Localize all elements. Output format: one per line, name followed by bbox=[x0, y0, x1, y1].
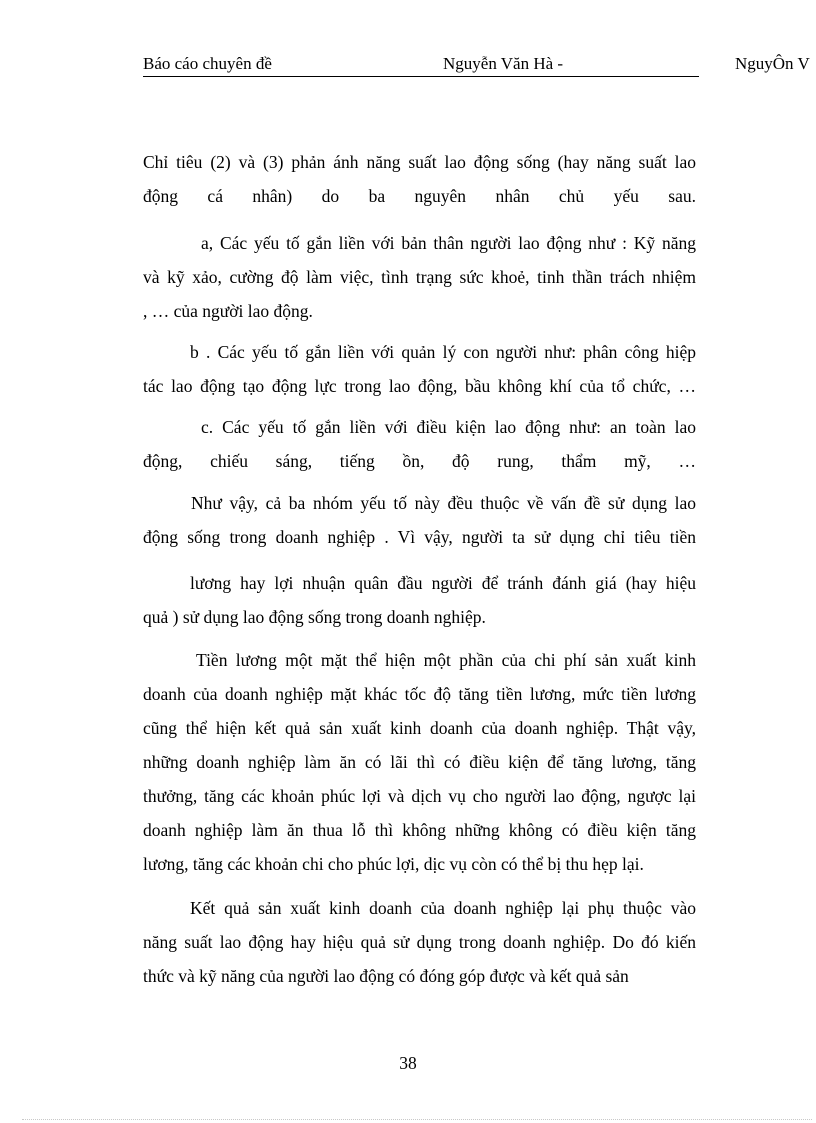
paragraph-line: , … của người lao động. bbox=[143, 301, 313, 321]
paragraph-2 bbox=[143, 226, 696, 328]
paragraph-line: c. Các yếu tố gắn liền với điều kiện lao động như: an toàn lao bbox=[201, 417, 696, 437]
paragraph-line: lương hay lợi nhuận quân đầu người để tránh đánh giá (hay hiệu bbox=[190, 573, 696, 593]
header-author: Nguyễn Văn Hà - bbox=[443, 54, 564, 73]
paragraph-6 bbox=[143, 566, 696, 634]
paragraph-line: b . Các yếu tố gắn liền với quản lý con người như: phân công hiệp bbox=[190, 342, 696, 362]
paragraph-line: doanh nghiệp làm ăn thua lỗ thì không những không có điều kiện tăng bbox=[143, 820, 696, 840]
paragraph-8 bbox=[143, 891, 696, 993]
paragraph-7 bbox=[143, 643, 696, 881]
paragraph-line: động, chiếu sáng, tiếng ồn, độ rung, thẩm mỹ, … bbox=[143, 451, 696, 471]
header-author-cut: NguyÔn V bbox=[735, 54, 810, 73]
paragraph-line: Chỉ tiêu (2) và (3) phản ánh năng suất lao động sống (hay năng suất lao bbox=[143, 152, 696, 172]
paragraph-line: Tiền lương một mặt thể hiện một phần của chi phí sản xuất kinh bbox=[196, 650, 696, 670]
paragraph-line: tác lao động tạo động lực trong lao động, bầu không khí của tổ chức, … bbox=[143, 376, 696, 396]
header-report-title: Báo cáo chuyên đề bbox=[143, 54, 272, 73]
paragraph-line: năng suất lao động hay hiệu quả sử dụng trong doanh nghiệp. Do đó kiến bbox=[143, 932, 696, 952]
paragraph-line: a, Các yếu tố gắn liền với bản thân người lao động như : Kỹ năng bbox=[201, 233, 696, 253]
paragraph-line: Kết quả sản xuất kinh doanh của doanh nghiệp lại phụ thuộc vào bbox=[190, 898, 696, 918]
paragraph-3 bbox=[143, 335, 696, 403]
paragraph-line: quả ) sử dụng lao động sống trong doanh nghiệp. bbox=[143, 607, 486, 627]
paragraph-line: động cá nhân) do ba nguyên nhân chủ yếu sau. bbox=[143, 186, 696, 206]
paragraph-1 bbox=[143, 145, 696, 213]
page-bottom-border bbox=[22, 1119, 812, 1120]
paragraph-5 bbox=[143, 486, 696, 554]
paragraph-line: Như vậy, cả ba nhóm yếu tố này đều thuộc về vấn đề sử dụng lao bbox=[191, 493, 696, 513]
paragraph-line: những doanh nghiệp làm ăn có lãi thì có điều kiện để tăng lương, tăng bbox=[143, 752, 696, 772]
paragraph-line: cũng thể hiện kết quả sản xuất kinh doanh của doanh nghiệp. Thật vậy, bbox=[143, 718, 696, 738]
paragraph-line: và kỹ xảo, cường độ làm việc, tình trạng sức khoẻ, tinh thần trách nhiệm bbox=[143, 267, 696, 287]
paragraph-line: doanh của doanh nghiệp mặt khác tốc độ tăng tiền lương, mức tiền lương bbox=[143, 684, 696, 704]
paragraph-line: thưởng, tăng các khoản phúc lợi và dịch vụ cho người lao động, ngược lại bbox=[143, 786, 696, 806]
paragraph-line: lương, tăng các khoản chi cho phúc lợi, dịc vụ còn có thể bị thu hẹp lại. bbox=[143, 854, 644, 874]
paragraph-4 bbox=[143, 410, 696, 478]
page-header bbox=[0, 0, 816, 80]
header-rule bbox=[143, 76, 699, 77]
paragraph-line: động sống trong doanh nghiệp . Vì vậy, người ta sử dụng chỉ tiêu tiền bbox=[143, 527, 696, 547]
paragraph-line: thức và kỹ năng của người lao động có đóng góp được và kết quả sản bbox=[143, 966, 629, 986]
page-number: 38 bbox=[399, 1053, 417, 1073]
